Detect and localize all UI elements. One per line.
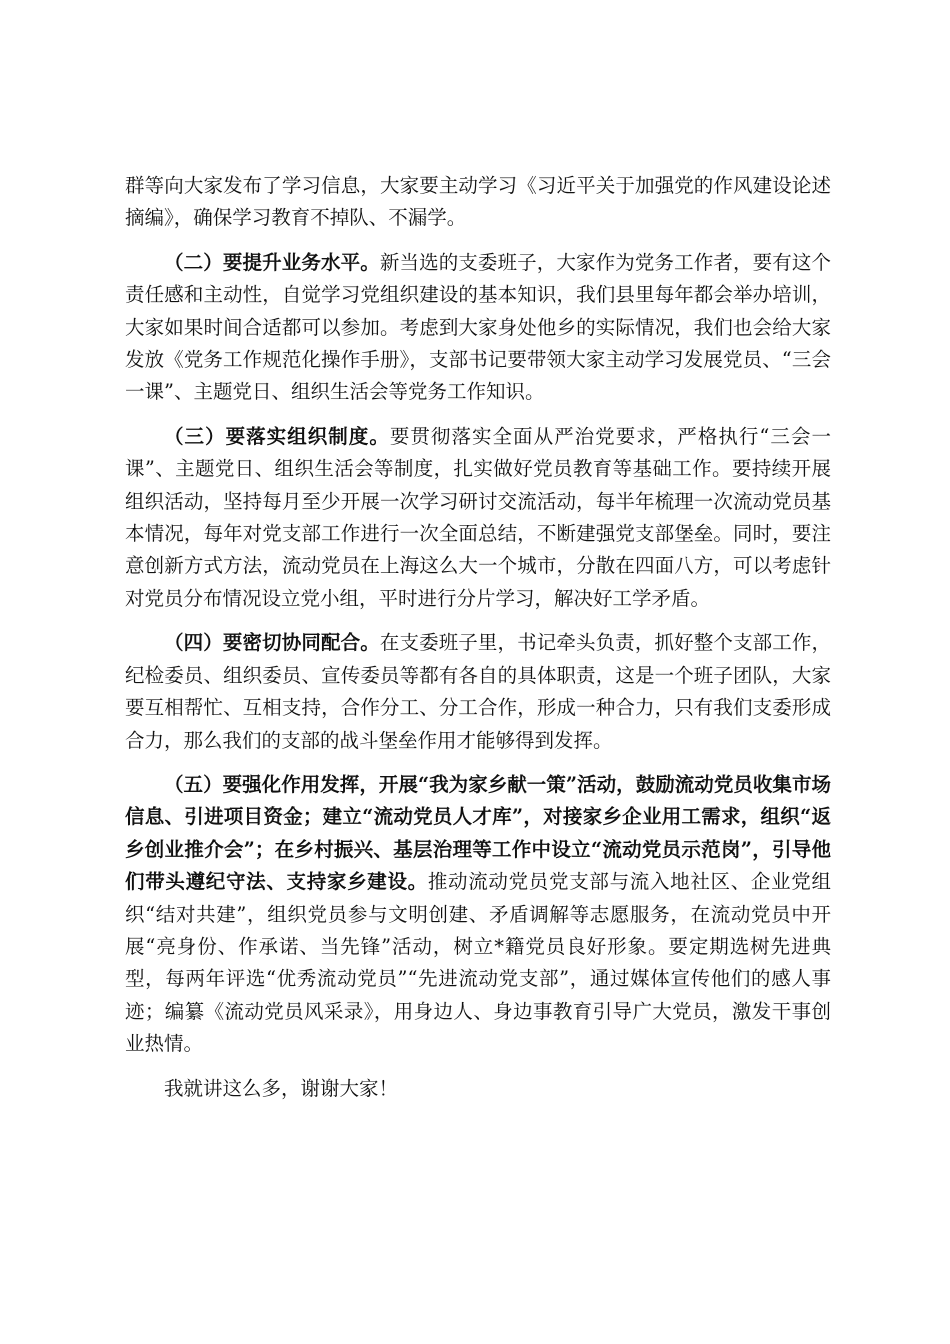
section-heading: （二）要提升业务水平。: [164, 250, 380, 274]
paragraph-section-5: [125, 769, 831, 1061]
paragraph-section-4: [125, 627, 831, 757]
paragraph-continuation: [125, 170, 831, 235]
paragraph-text: 新当选的支委班子，大家作为党务工作者，要有这个责任感和主动性，自觉学习党组织建设的基本知识，我们县里每年都会举办培训，大家如果时间合适都可以参加。考虑到大家身处他乡的实际情况，我们也会给大家发放《党务工作规范化操作手册》，支部书记要带领大家主动学习发展党员、“三会一课”、主题党日、组织生活会等党务工作知识。: [125, 250, 831, 404]
paragraph-text: 推动流动党员党支部与流入地社区、企业党组织“结对共建”，组织党员参与文明创建、矛盾调解等志愿服务，在流动党员中开展“亮身份、作承诺、当先锋”活动，树立*籍党员良好形象。要定期选树先进典型，每两年评选“优秀流动党员”“先进流动党支部”，通过媒体宣传他们的感人事迹；编纂《流动党员风采录》，用身边人、身边事教育引导广大党员，激发干事创业热情。: [125, 870, 831, 1056]
paragraph-text: 在支委班子里，书记牵头负责，抓好整个支部工作，纪检委员、组织委员、宣传委员等都有各自的具体职责，这是一个班子团队，大家要互相帮忙、互相支持，合作分工、分工合作，形成一种合力，只有我们支委形成合力，那么我们的支部的战斗堡垒作用才能够得到发挥。: [125, 631, 831, 752]
section-heading: （四）要密切协同配合。: [164, 631, 380, 655]
paragraph-text: 要贯彻落实全面从严治党要求，严格执行“三会一课”、主题党日、组织生活会等制度，扎实做好党员教育等基础工作。要持续开展组织活动，坚持每月至少开展一次学习研讨交流活动，每半年梳理一次流动党员基本情况，每年对党支部工作进行一次全面总结，不断建强党支部堡垒。同时，要注意创新方式方法，流动党员在上海这么大一个城市，分散在四面八方，可以考虑针对党员分布情况设立党小组，平时进行分片学习，解决好工学矛盾。: [125, 424, 831, 610]
paragraph-text: 我就讲这么多，谢谢大家！: [164, 1076, 399, 1100]
document-body: [125, 170, 831, 1117]
section-heading: （五）要强化作用发挥，开展“我为家乡献一策”活动，鼓励流动党员收集市场信息、引进项目资金；建立“流动党员人才库”，对接家乡企业用工需求，组织“返乡创业推介会”；在乡村振兴、基层治理等工作中设立“流动党员示范岗”，引导他们带头遵纪守法、支持家乡建设。: [125, 772, 831, 894]
section-heading: （三）要落实组织制度。: [164, 424, 390, 448]
closing-remark: [125, 1073, 831, 1105]
paragraph-section-2: [125, 247, 831, 409]
paragraph-text: 群等向大家发布了学习信息，大家要主动学习《习近平关于加强党的作风建设论述摘编》，确保学习教育不掉队、不漏学。: [125, 174, 831, 230]
paragraph-section-3: [125, 421, 831, 615]
